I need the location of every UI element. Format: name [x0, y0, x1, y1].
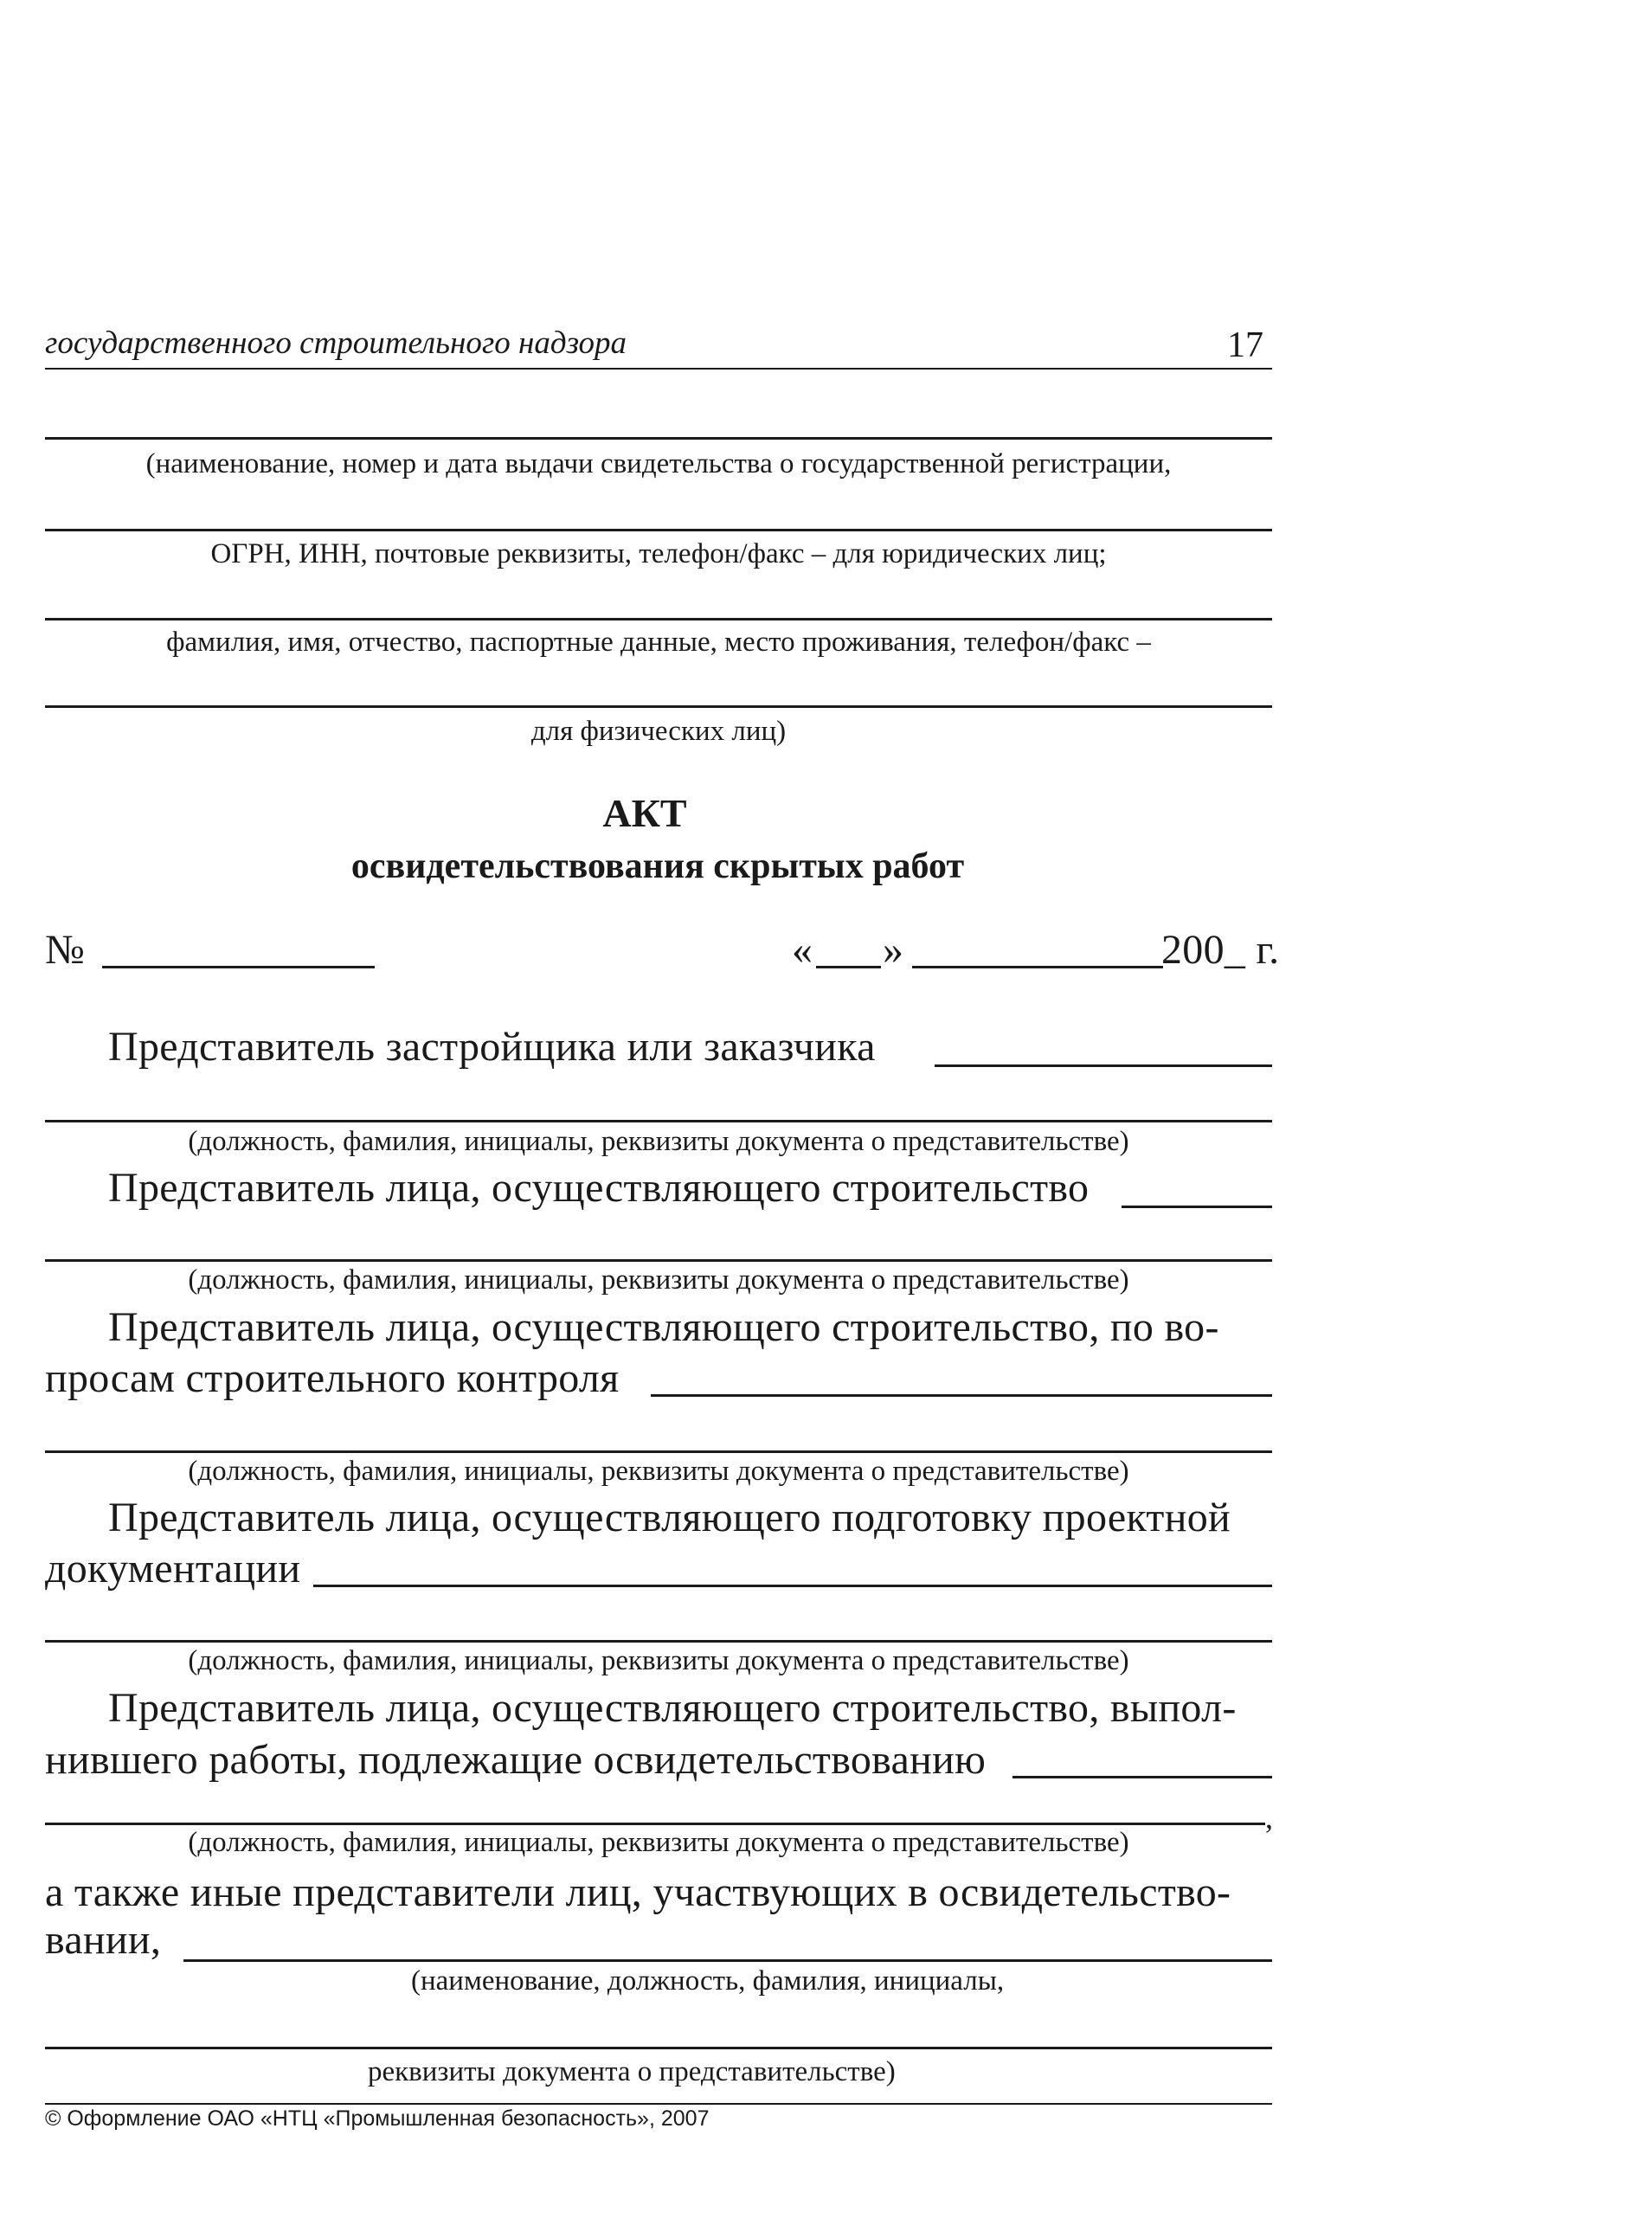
control-rep-field[interactable] — [651, 1394, 1272, 1397]
design-rep-caption: (должность, фамилия, инициалы, реквизиты документа о представительстве) — [188, 1645, 1129, 1676]
act-number-field[interactable] — [102, 966, 375, 968]
developer-caption-3: фамилия, имя, отчество, паспортные данные, место проживания, телефон/факс – — [166, 627, 1151, 658]
developer-line-4[interactable] — [45, 705, 1272, 708]
act-subtitle: освидетельствования скрытых работ — [350, 846, 965, 886]
performer-rep-label-2: нившего работы, подлежащие освидетельствованию — [45, 1737, 987, 1783]
design-rep-label-2: документации — [45, 1546, 301, 1592]
date-month-field[interactable] — [912, 966, 1163, 968]
control-rep-label-1: Представитель лица, осуществляющего строительство, по во- — [108, 1304, 1219, 1350]
date-open-quote: « — [792, 927, 813, 973]
customer-rep-field-2[interactable] — [45, 1120, 1272, 1122]
developer-caption-4: для физических лиц) — [530, 716, 787, 747]
control-rep-label-2: просам строительного контроля — [45, 1355, 620, 1401]
developer-line-3[interactable] — [45, 618, 1272, 621]
page-number: 17 — [1227, 325, 1263, 365]
others-label-2: вании, — [45, 1917, 162, 1963]
others-label-1: а также иные представители лиц, участвующих в освидетельство- — [45, 1869, 1231, 1915]
builder-rep-field[interactable] — [1122, 1206, 1272, 1208]
builder-rep-field-2[interactable] — [45, 1259, 1272, 1262]
running-title: государственного строительного надзора — [45, 325, 627, 361]
developer-caption-1: (наименование, номер и дата выдачи свидетельства о государственной регистрации, — [145, 448, 1172, 479]
customer-rep-field[interactable] — [935, 1064, 1272, 1067]
design-rep-label-1: Представитель лица, осуществляющего подготовку проектной — [108, 1495, 1231, 1540]
performer-rep-field[interactable] — [1012, 1776, 1272, 1778]
developer-line-1[interactable] — [45, 437, 1272, 440]
others-field-2[interactable] — [45, 2047, 1272, 2049]
header-rule — [45, 368, 1272, 370]
footer-rule — [45, 2103, 1272, 2105]
others-caption-2: реквизиты документа о представительстве) — [368, 2056, 896, 2087]
design-rep-field[interactable] — [313, 1585, 1272, 1587]
builder-rep-caption: (должность, фамилия, инициалы, реквизиты документа о представительстве) — [188, 1264, 1129, 1296]
act-number-sign: № — [45, 927, 86, 973]
control-rep-caption: (должность, фамилия, инициалы, реквизиты документа о представительстве) — [188, 1456, 1129, 1487]
date-close-quote: » — [883, 927, 904, 973]
performer-rep-label-1: Представитель лица, осуществляющего строительство, выпол- — [108, 1685, 1237, 1731]
developer-caption-2: ОГРН, ИНН, почтовые реквизиты, телефон/факс – для юридических лиц; — [210, 538, 1107, 569]
others-caption-1: (наименование, должность, фамилия, инициалы, — [411, 1965, 1005, 1997]
act-title: АКТ — [602, 791, 687, 835]
customer-rep-caption: (должность, фамилия, инициалы, реквизиты документа о представительстве) — [188, 1126, 1129, 1157]
performer-rep-caption: (должность, фамилия, инициалы, реквизиты документа о представительстве) — [188, 1827, 1129, 1858]
date-year: 200_ г. — [1161, 927, 1280, 973]
date-day-field[interactable] — [816, 966, 881, 968]
performer-comma: , — [1265, 1800, 1274, 1835]
builder-rep-label: Представитель лица, осуществляющего строительство — [108, 1165, 1090, 1211]
others-field[interactable] — [183, 1959, 1272, 1962]
developer-line-2[interactable] — [45, 529, 1272, 531]
control-rep-field-2[interactable] — [45, 1450, 1272, 1453]
design-rep-field-2[interactable] — [45, 1640, 1272, 1643]
footer-copyright: © Оформление ОАО «НТЦ «Промышленная безопасность», 2007 — [45, 2106, 710, 2131]
performer-rep-field-2[interactable] — [45, 1823, 1265, 1825]
customer-rep-label: Представитель застройщика или заказчика — [108, 1024, 876, 1070]
